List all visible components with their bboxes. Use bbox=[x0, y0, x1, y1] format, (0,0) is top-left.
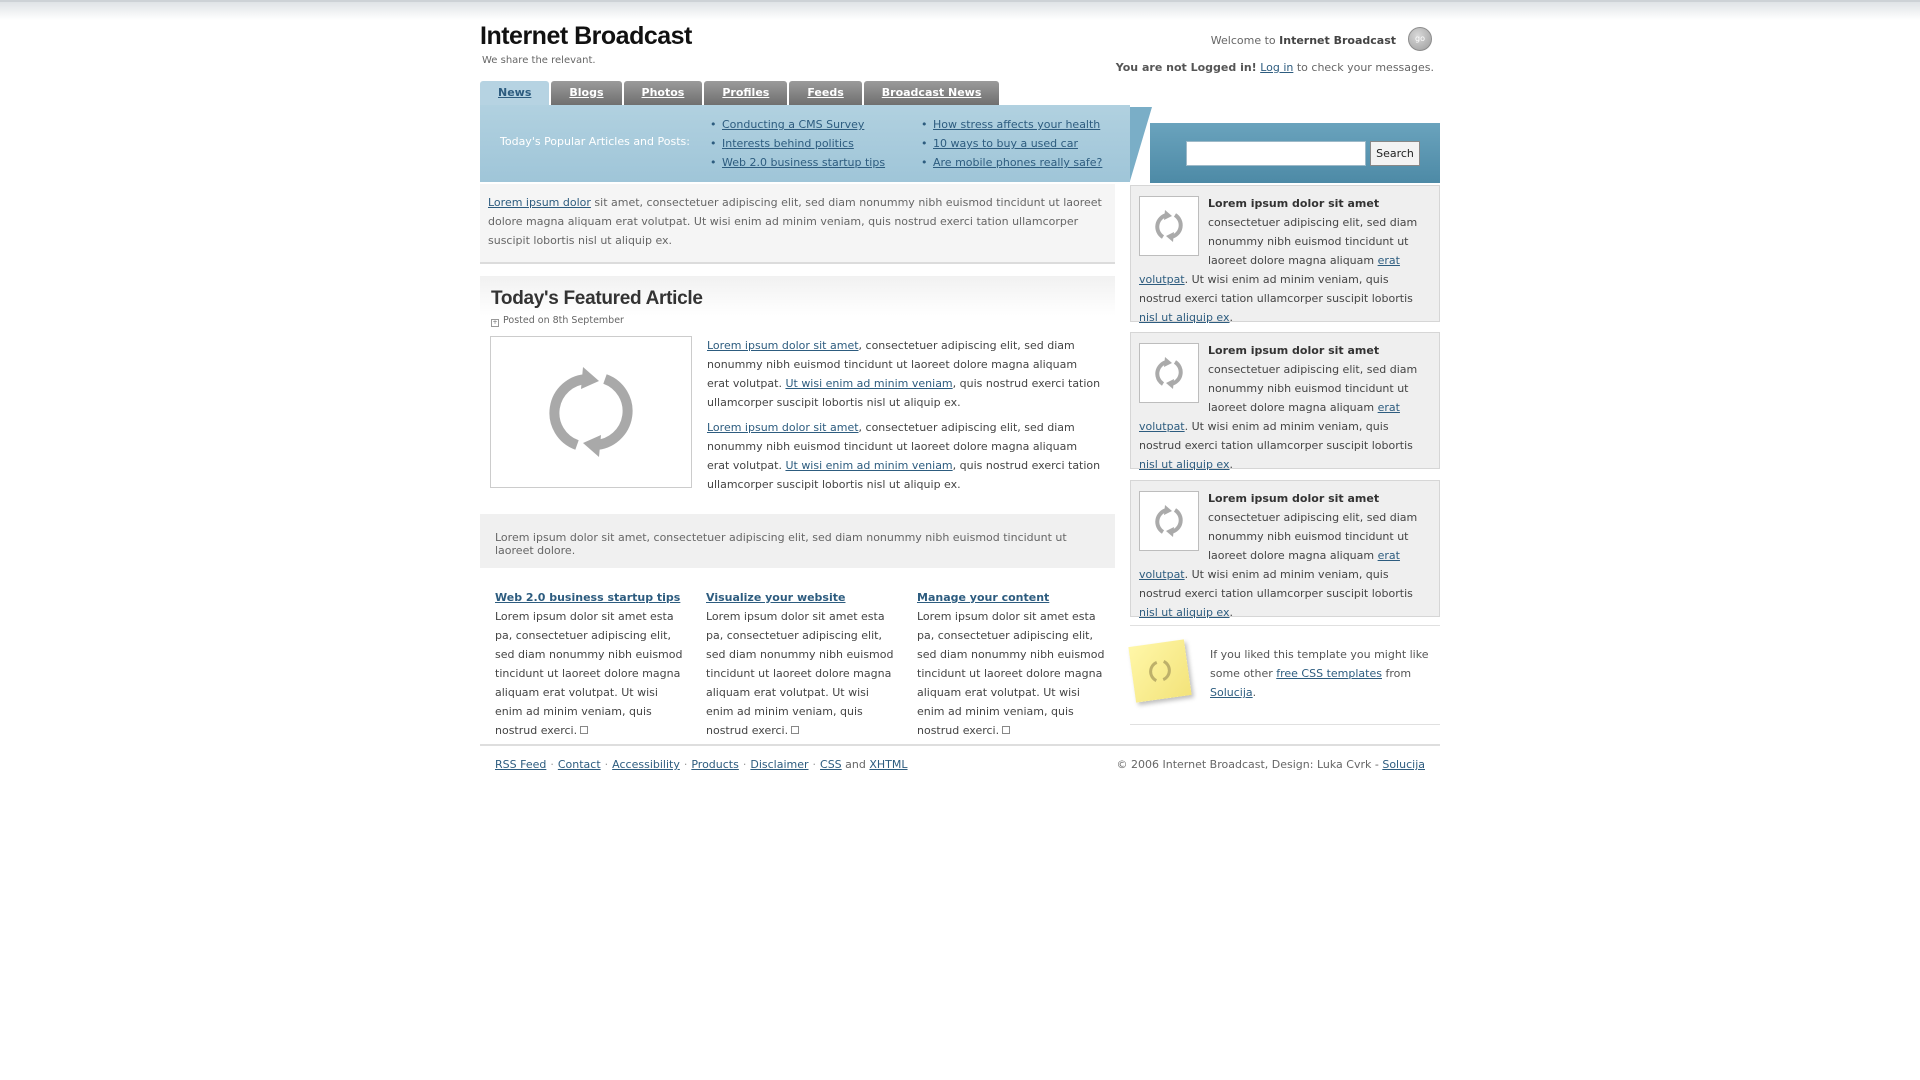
refresh-icon bbox=[1140, 344, 1198, 402]
tab-blogs[interactable]: Blogs bbox=[551, 81, 621, 105]
column-title bbox=[495, 588, 685, 607]
external-link-icon[interactable] bbox=[580, 726, 588, 734]
user-icon[interactable] bbox=[1408, 27, 1432, 51]
list-item bbox=[710, 115, 885, 134]
welcome-site-name: Internet Broadcast bbox=[1279, 34, 1396, 47]
footer-separator: · bbox=[812, 758, 817, 771]
sidebar-box-text: . bbox=[1229, 606, 1234, 619]
sidebar-box-title: Lorem ipsum dolor sit amet bbox=[1208, 492, 1380, 505]
copyright-text: © 2006 Internet Broadcast, Design: Luka Cvrk - bbox=[1116, 758, 1379, 771]
search-input[interactable] bbox=[1186, 141, 1366, 166]
footer-separator: · bbox=[742, 758, 747, 771]
featured-text bbox=[707, 336, 1102, 500]
user-icon-label: go bbox=[1415, 34, 1425, 43]
featured-image bbox=[490, 336, 692, 488]
footer-separator: · bbox=[604, 758, 609, 771]
main-tabs bbox=[480, 81, 1001, 105]
intro-link[interactable]: Lorem ipsum dolor bbox=[488, 196, 591, 209]
sidebar-box-title: Lorem ipsum dolor sit amet bbox=[1208, 344, 1380, 357]
footer-link-products[interactable]: Products bbox=[691, 758, 739, 771]
welcome-text bbox=[1211, 34, 1396, 47]
sidebar-box-link[interactable]: erat volutpat bbox=[1139, 254, 1400, 286]
featured-link[interactable]: Lorem ipsum dolor sit amet bbox=[707, 339, 859, 352]
sidebar-box-link[interactable]: erat volutpat bbox=[1139, 401, 1400, 433]
sidebar-box-link[interactable]: erat volutpat bbox=[1139, 549, 1400, 581]
list-item bbox=[921, 134, 1102, 153]
popular-link[interactable]: 10 ways to buy a used car bbox=[933, 137, 1078, 150]
popular-label: Today's Popular Articles and Posts: bbox=[500, 135, 690, 148]
list-item bbox=[921, 153, 1102, 172]
column-title-link[interactable]: Manage your content bbox=[917, 591, 1050, 604]
sidebar-box bbox=[1130, 185, 1440, 322]
paragraph-text: , quis nostrud exerci tation ullamcorper suscipit lobortis nisl ut aliquip ex. bbox=[707, 459, 1101, 491]
popular-list-left bbox=[710, 115, 885, 172]
login-status-line bbox=[1116, 61, 1434, 74]
site-title[interactable]: Internet Broadcast bbox=[480, 22, 692, 50]
list-item bbox=[921, 115, 1102, 134]
footer-link-disclaimer[interactable]: Disclaimer bbox=[750, 758, 809, 771]
intro-text: sit amet, consectetuer adipiscing elit, sed diam nonummy nibh euismod tincidunt ut laoreet dolore magna aliquam erat volutpat. Ut wisi enim ad minim veniam, quis nostrud exerci tation ullamcorper suscipit lobortis nisl ut aliquip ex. bbox=[488, 196, 1102, 247]
external-link-icon[interactable] bbox=[1002, 726, 1010, 734]
footer-and: and bbox=[845, 758, 866, 771]
tab-profiles[interactable]: Profiles bbox=[704, 81, 787, 105]
popular-link[interactable]: Interests behind politics bbox=[722, 137, 854, 150]
tab-photos[interactable]: Photos bbox=[624, 81, 703, 105]
login-suffix: to check your messages. bbox=[1296, 61, 1434, 74]
popular-link[interactable]: How stress affects your health bbox=[933, 118, 1101, 131]
featured-paragraph bbox=[707, 336, 1102, 412]
column-text: Lorem ipsum dolor sit amet esta pa, consectetuer adipiscing elit, sed diam nonummy nibh euismod tincidunt ut laoreet dolore magna aliquam erat volutpat. Ut wisi enim ad minim veniam, quis nostrud exerci. bbox=[706, 610, 894, 737]
refresh-icon bbox=[1140, 197, 1198, 255]
page-wrapper bbox=[480, 0, 1440, 1080]
column-title bbox=[917, 588, 1107, 607]
sidebar-box-text: consectetuer adipiscing elit, sed diam nonummy nibh euismod tincidunt ut laoreet dolore magna aliquam bbox=[1208, 216, 1418, 267]
featured-article bbox=[480, 276, 1115, 512]
popular-articles-bar bbox=[480, 105, 1130, 182]
footer-link-xhtml[interactable]: XHTML bbox=[869, 758, 908, 771]
sidebar-box-text: consectetuer adipiscing elit, sed diam nonummy nibh euismod tincidunt ut laoreet dolore magna aliquam bbox=[1208, 363, 1418, 414]
featured-date-text: Posted on 8th September bbox=[503, 315, 624, 326]
footer-links bbox=[495, 758, 908, 771]
external-link-icon[interactable] bbox=[791, 726, 799, 734]
featured-link[interactable]: Lorem ipsum dolor sit amet bbox=[707, 421, 859, 434]
sidebar-divider bbox=[1130, 724, 1440, 725]
sidebar-box-text: . bbox=[1229, 311, 1234, 324]
featured-title: Today's Featured Article bbox=[491, 288, 703, 309]
list-item bbox=[710, 153, 885, 172]
featured-date bbox=[491, 315, 624, 327]
paragraph-text: , quis nostrud exerci tation ullamcorper suscipit lobortis nisl ut aliquip ex. bbox=[707, 377, 1101, 409]
sidebar-thumbnail bbox=[1139, 196, 1199, 256]
solucija-link[interactable]: Solucija bbox=[1210, 686, 1253, 699]
footer-separator: · bbox=[683, 758, 688, 771]
quote-box: Lorem ipsum dolor sit amet, consectetuer adipiscing elit, sed diam nonummy nibh euismod tincidunt ut laoreet dolore. bbox=[480, 514, 1115, 568]
sidebar-box-text: consectetuer adipiscing elit, sed diam nonummy nibh euismod tincidunt ut laoreet dolore magna aliquam bbox=[1208, 511, 1418, 562]
welcome-prefix: Welcome to bbox=[1210, 34, 1276, 47]
copyright-link[interactable]: Solucija bbox=[1382, 758, 1425, 771]
sidebar-box-link[interactable]: nisl ut aliquip ex bbox=[1139, 311, 1230, 324]
sidebar-box-text: . Ut wisi enim ad minim veniam, quis nostrud exerci tation ullamcorper suscipit lobortis bbox=[1139, 273, 1413, 305]
site-tagline: We share the relevant. bbox=[482, 55, 596, 66]
tab-news[interactable]: News bbox=[480, 81, 549, 106]
paragraph-text: , consectetuer adipiscing elit, sed diam nonummy nibh euismod tincidunt ut laoreet dolore magna aliquam erat volutpat. bbox=[707, 339, 1078, 390]
footer-link-contact[interactable]: Contact bbox=[557, 758, 601, 771]
sidebar-box-text: . Ut wisi enim ad minim veniam, quis nostrud exerci tation ullamcorper suscipit lobortis bbox=[1139, 568, 1413, 600]
footer-link-accessibility[interactable]: Accessibility bbox=[612, 758, 680, 771]
template-note bbox=[1210, 645, 1430, 702]
sidebar-thumbnail bbox=[1139, 491, 1199, 551]
sidebar-divider bbox=[1130, 625, 1440, 626]
column-2 bbox=[706, 588, 896, 740]
column-text: Lorem ipsum dolor sit amet esta pa, consectetuer adipiscing elit, sed diam nonummy nibh euismod tincidunt ut laoreet dolore magna aliquam erat volutpat. Ut wisi enim ad minim veniam, quis nostrud exerci. bbox=[917, 610, 1105, 737]
footer-separator: · bbox=[550, 758, 554, 771]
sidebar-box-title: Lorem ipsum dolor sit amet bbox=[1208, 197, 1380, 210]
column-3 bbox=[917, 588, 1107, 740]
refresh-icon bbox=[491, 337, 691, 487]
sidebar-box-text: . Ut wisi enim ad minim veniam, quis nostrud exerci tation ullamcorper suscipit lobortis bbox=[1139, 420, 1413, 452]
popular-link[interactable]: Web 2.0 business startup tips bbox=[722, 156, 886, 169]
popular-list-right bbox=[921, 115, 1102, 172]
note-text: If you liked this template you might like some other bbox=[1210, 648, 1429, 680]
refresh-icon bbox=[1140, 492, 1198, 550]
featured-paragraph bbox=[707, 418, 1102, 494]
calendar-icon: + bbox=[492, 319, 498, 326]
list-item bbox=[710, 134, 885, 153]
search-button[interactable]: Search bbox=[1370, 141, 1420, 166]
sidebar-box bbox=[1130, 332, 1440, 469]
login-status: You are not Logged in! bbox=[1115, 61, 1257, 74]
sidebar-thumbnail bbox=[1139, 343, 1199, 403]
refresh-icon bbox=[1128, 639, 1191, 702]
free-templates-link[interactable]: free CSS templates bbox=[1276, 667, 1382, 680]
tab-feeds[interactable]: Feeds bbox=[789, 81, 861, 105]
footer-divider bbox=[480, 744, 1440, 746]
note-text: from bbox=[1381, 667, 1412, 680]
copyright bbox=[1117, 758, 1425, 771]
footer-link-css[interactable]: CSS bbox=[820, 758, 842, 771]
intro-paragraph bbox=[480, 184, 1115, 264]
tab-broadcast-news[interactable]: Broadcast News bbox=[864, 81, 1000, 105]
featured-link[interactable]: Ut wisi enim ad minim veniam bbox=[785, 459, 953, 472]
column-title-link[interactable]: Visualize your website bbox=[706, 591, 846, 604]
featured-link[interactable]: Ut wisi enim ad minim veniam bbox=[785, 377, 953, 390]
search-panel-corner bbox=[1130, 107, 1152, 181]
popular-link[interactable]: Are mobile phones really safe? bbox=[933, 156, 1103, 169]
column-title bbox=[706, 588, 896, 607]
note-text: . bbox=[1252, 686, 1257, 699]
sidebar-box-link[interactable]: nisl ut aliquip ex bbox=[1139, 458, 1230, 471]
sidebar-box bbox=[1130, 480, 1440, 617]
sticky-note-image bbox=[1128, 639, 1191, 702]
column-title-link[interactable]: Web 2.0 business startup tips bbox=[495, 591, 681, 604]
sidebar-box-link[interactable]: nisl ut aliquip ex bbox=[1139, 606, 1230, 619]
paragraph-text: , consectetuer adipiscing elit, sed diam nonummy nibh euismod tincidunt ut laoreet dolore magna aliquam erat volutpat. bbox=[707, 421, 1078, 472]
column-1 bbox=[495, 588, 685, 740]
login-link[interactable]: Log in bbox=[1260, 61, 1294, 74]
footer-link-rss[interactable]: RSS Feed bbox=[495, 758, 547, 771]
search-panel bbox=[1130, 107, 1440, 183]
sidebar-box-text: . bbox=[1229, 458, 1234, 471]
column-text: Lorem ipsum dolor sit amet esta pa, consectetuer adipiscing elit, sed diam nonummy nibh euismod tincidunt ut laoreet dolore magna aliquam erat volutpat. Ut wisi enim ad minim veniam, quis nostrud exerci. bbox=[495, 610, 683, 737]
popular-link[interactable]: Conducting a CMS Survey bbox=[722, 118, 865, 131]
